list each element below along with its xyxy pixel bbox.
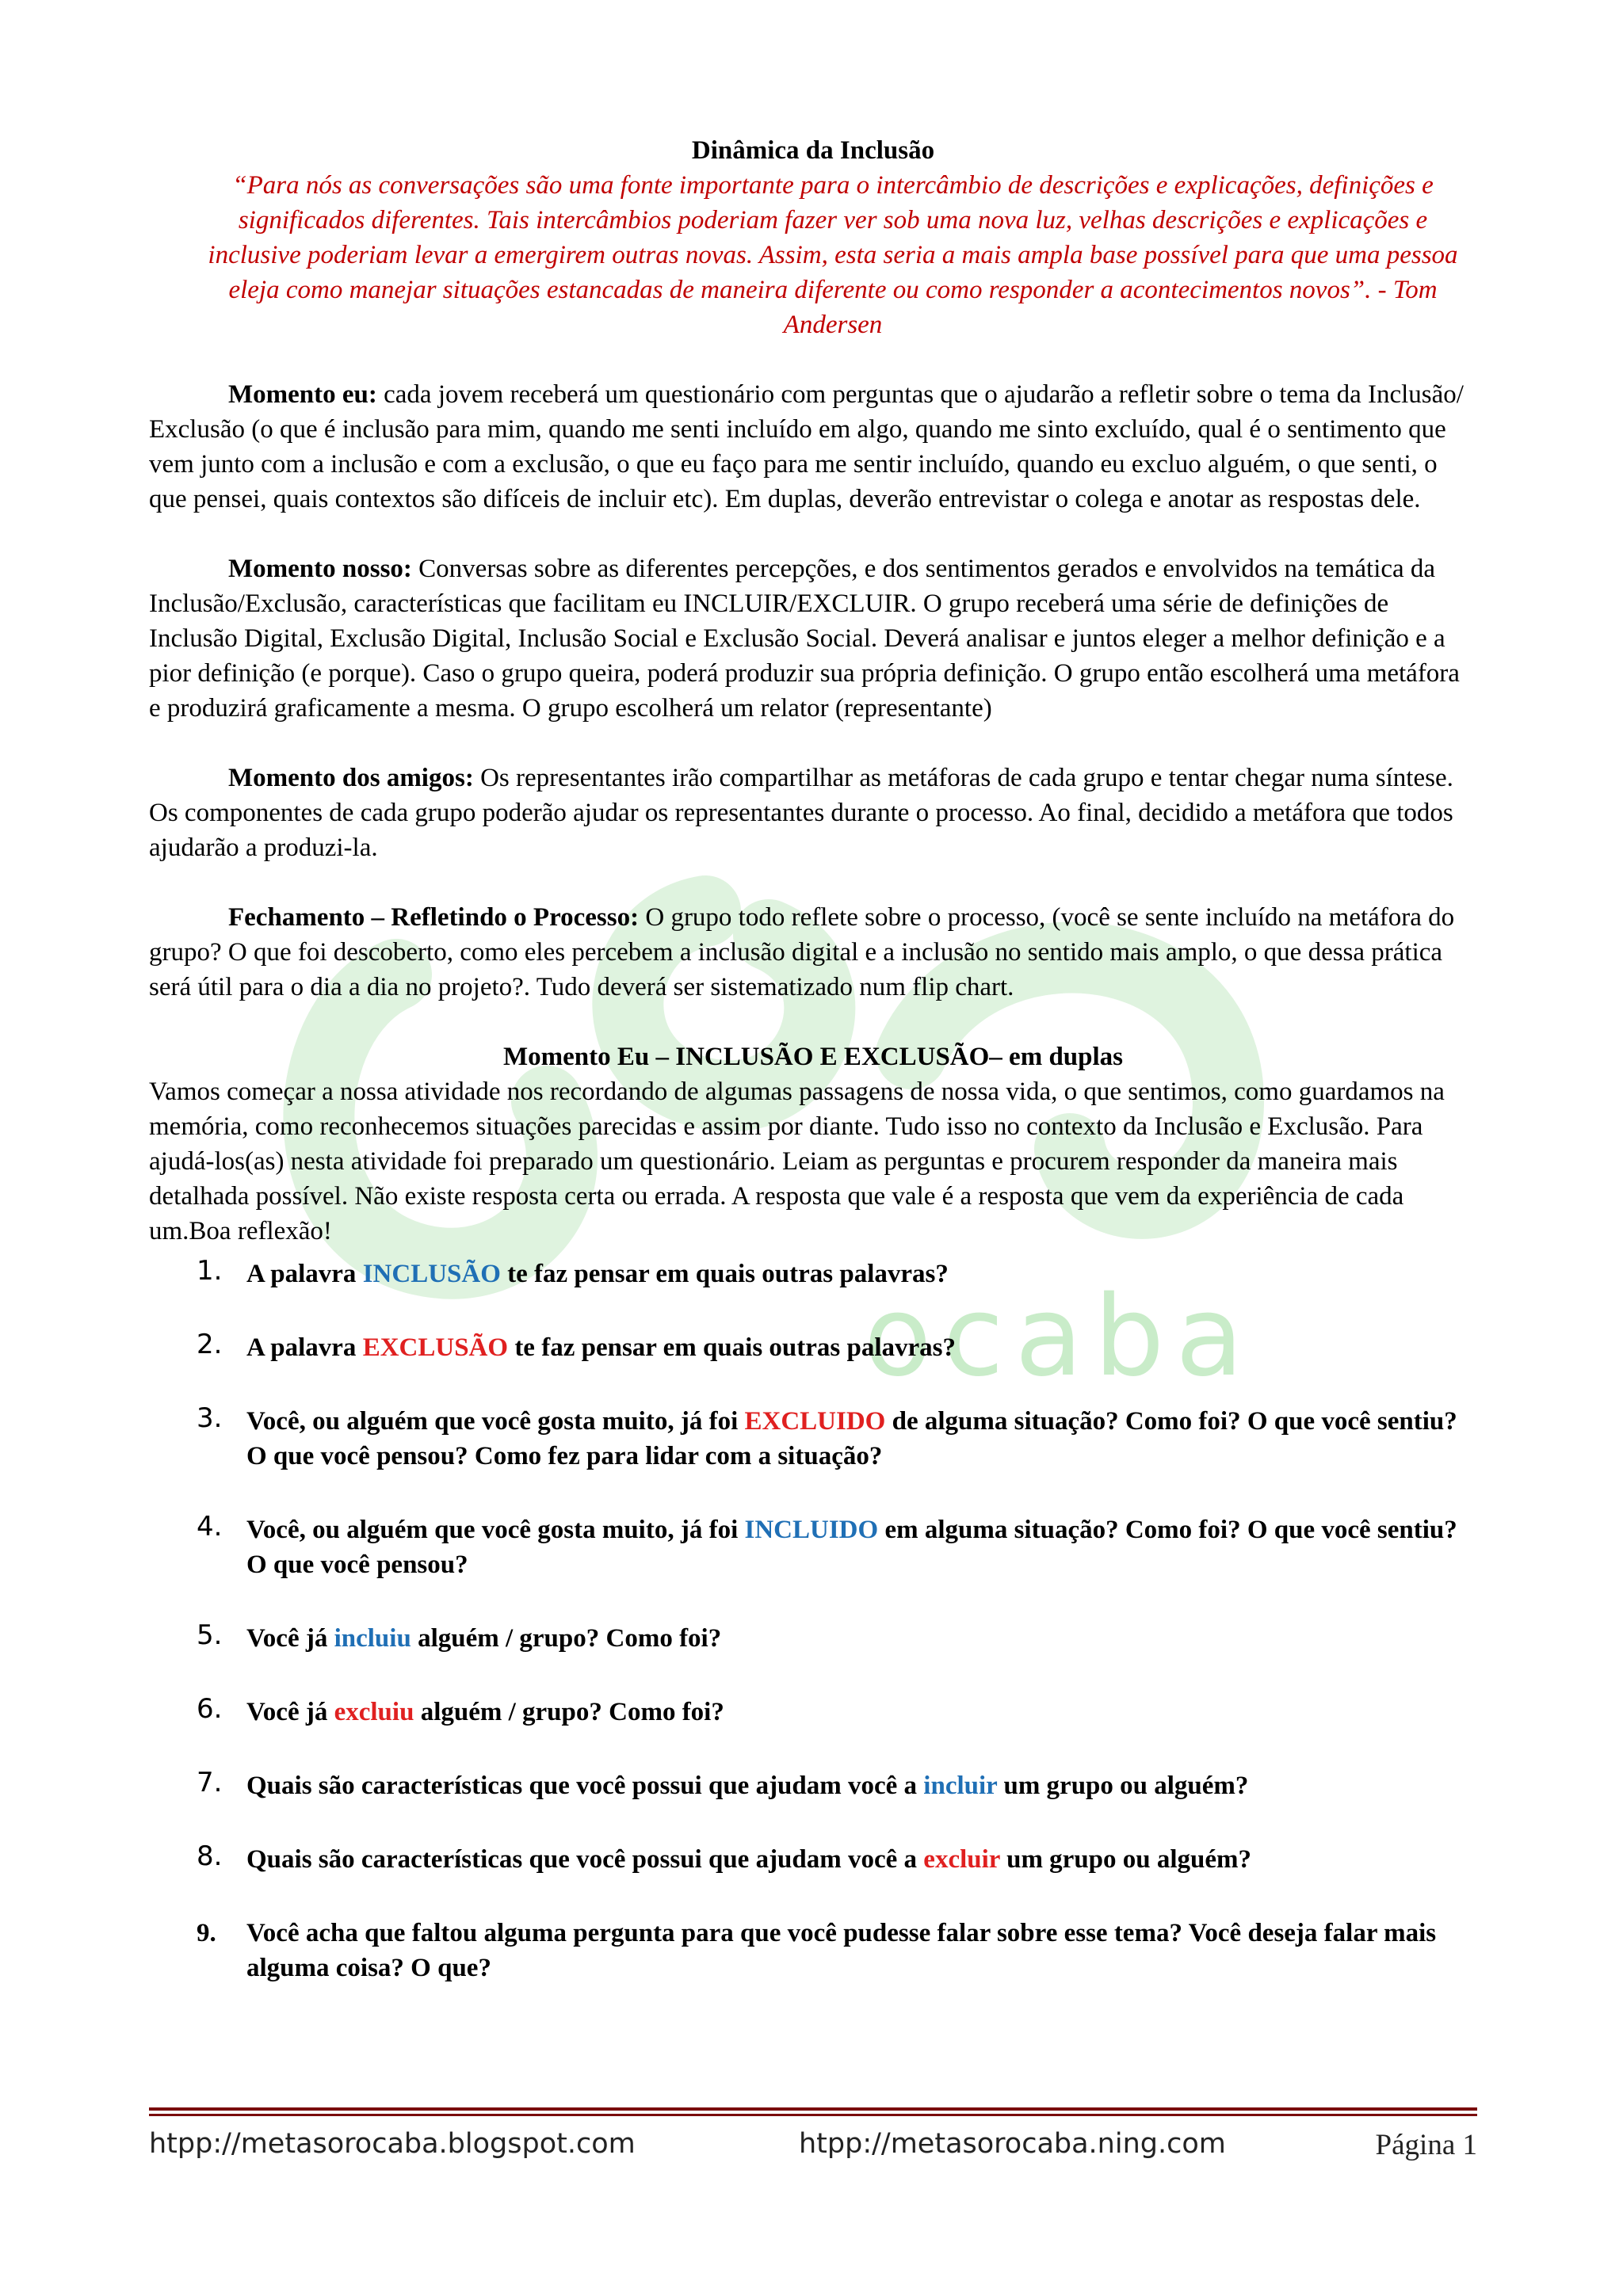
question-item xyxy=(149,1842,1477,1877)
question-text: Você, ou alguém que você gosta muito, já foi xyxy=(246,1407,745,1436)
question-text: alguém / grupo? Como foi? xyxy=(414,1698,724,1726)
question-item xyxy=(149,1257,1477,1291)
question-text: Você, ou alguém que você gosta muito, já foi xyxy=(246,1516,745,1544)
watermark-text: ocaba xyxy=(864,1272,1255,1402)
question-number: 2. xyxy=(197,1329,223,1360)
question-keyword: excluir xyxy=(923,1845,1000,1874)
question-keyword: EXCLUIDO xyxy=(744,1407,886,1436)
paragraph-label: Momento dos amigos: xyxy=(228,764,474,792)
section-title: Momento Eu – INCLUSÃO E EXCLUSÃO– em duplas xyxy=(502,1043,1124,1071)
page-number: Página 1 xyxy=(1375,2129,1477,2161)
question-text: alguém / grupo? Como foi? xyxy=(411,1624,722,1653)
activity-paragraph xyxy=(149,551,1477,726)
question-item xyxy=(149,1695,1477,1730)
question-text: A palavra xyxy=(246,1333,363,1362)
question-text: te faz pensar em quais outras palavras? xyxy=(508,1333,957,1362)
paragraph-text: Os representantes irão compartilhar as metáforas de cada grupo e tentar chegar numa síntese. Os componentes de cada grupo poderão ajudar os representantes durante o processo. Ao final, decidido a metáfora que todos ajudarão a produzi-la. xyxy=(149,764,1453,862)
question-keyword: excluiu xyxy=(334,1698,414,1726)
question-item xyxy=(149,1330,1477,1365)
question-number: 5. xyxy=(197,1619,223,1651)
question-number: 6. xyxy=(197,1693,223,1725)
page-footer xyxy=(149,2128,1477,2168)
activity-paragraph xyxy=(149,377,1477,517)
question-text: de alguma situação? Como foi? O que você sentiu?O que você pensou? Como fez para lidar com a situação? xyxy=(246,1407,1457,1470)
question-text: A palavra xyxy=(246,1260,363,1288)
questionnaire-intro: Vamos começar a nossa atividade nos recordando de algumas passagens de nossa vida, o que sentimos, como guardamos na memória, como reconhecemos situações parecidas e assim por diante. Tudo isso no contexto da Inclusão e Exclusão. Para ajudá-los(as) nesta atividade foi preparado um questionário. Leiam as perguntas e procurem responder da maneira mais detalhada possível. Não existe resposta certa ou errada. A resposta que vale é a resposta que vem da experiência de cada um.Boa reflexão! xyxy=(149,1077,1445,1245)
activity-paragraph xyxy=(149,900,1477,1005)
question-keyword: INCLUSÃO xyxy=(362,1260,501,1288)
question-number: 1. xyxy=(197,1255,223,1287)
question-text: Quais são características que você possui que ajudam você a xyxy=(246,1845,924,1874)
paragraph-text: cada jovem receberá um questionário com perguntas que o ajudarão a refletir sobre o tema da Inclusão/ Exclusão (o que é inclusão para mim, quando me senti incluído em algo, quando me sinto excluído, qual é o sentimento que vem junto com a inclusão e com a exclusão, o que eu faço para me sentir incluído, quando eu excluo alguém, o que senti, o que pensei, quais contextos são difíceis de incluir etc). Em duplas, deverão entrevistar o colega e anotar as respostas dele. xyxy=(149,380,1464,513)
page-title: Dinâmica da Inclusão xyxy=(691,136,935,165)
question-text: Você já xyxy=(246,1698,334,1726)
question-text: te faz pensar em quais outras palavras? xyxy=(500,1260,949,1288)
question-number: 3. xyxy=(197,1402,223,1434)
paragraph-text: Conversas sobre as diferentes percepções, e dos sentimentos gerados e envolvidos na temática da Inclusão/Exclusão, características que facilitam eu INCLUIR/EXCLUIR. O grupo receberá uma série de definições de Inclusão Digital, Exclusão Digital, Inclusão Social e Exclusão Social. Deverá analisar e juntos eleger a melhor definição e a pior definição (e porque). Caso o grupo queira, poderá produzir sua própria definição. O grupo então escolherá uma metáfora e produzirá graficamente a mesma. O grupo escolherá um relator (representante) xyxy=(149,555,1460,723)
paragraph-text: O grupo todo reflete sobre o processo, (você se sente incluído na metáfora do grupo? O que foi descoberto, como eles percebem a inclusão digital e a inclusão no sentido mais amplo, o que dessa prática será útil para o dia a dia no projeto?. Tudo deverá ser sistematizado num flip chart. xyxy=(149,903,1455,1001)
question-keyword: EXCLUSÃO xyxy=(362,1333,509,1362)
epigraph-quote: “Para nós as conversações são uma fonte importante para o intercâmbio de descrições e explicações, definições e significados diferentes. Tais intercâmbios poderiam fazer ver sob uma nova luz, velhas descrições e explicações e inclusive poderiam levar a emergirem outras novas. Assim, esta seria a mais ampla base possível para que uma pessoa eleja como manejar situações estancadas de maneira diferente ou como responder a acontecimentos novos”. - Tom Andersen xyxy=(208,171,1458,339)
question-text: em alguma situação? Como foi? O que você sentiu?O que você pensou? xyxy=(246,1516,1457,1579)
question-item xyxy=(149,1621,1477,1656)
question-item xyxy=(149,1916,1477,1985)
footer-blog-link[interactable]: htpp://metasorocaba.blogspot.com xyxy=(149,2128,636,2160)
paragraph-label: Momento nosso: xyxy=(228,555,412,583)
question-list xyxy=(149,1257,1477,1985)
question-item xyxy=(149,1404,1477,1474)
question-text: um grupo ou alguém? xyxy=(999,1845,1252,1874)
question-text: Você acha que faltou alguma pergunta para que você pudesse falar sobre esse tema? Você deseja falar mais alguma coisa? O que? xyxy=(246,1919,1437,1982)
activity-paragraphs xyxy=(149,377,1477,1005)
question-number: 4. xyxy=(197,1511,223,1543)
footer-divider xyxy=(149,2107,1477,2116)
question-text: Você já xyxy=(246,1624,334,1653)
question-keyword: incluir xyxy=(923,1772,998,1800)
question-keyword: incluiu xyxy=(334,1624,411,1653)
footer-ning-link[interactable]: htpp://metasorocaba.ning.com xyxy=(799,2128,1226,2160)
question-item xyxy=(149,1768,1477,1803)
question-text: Quais são características que você possui que ajudam você a xyxy=(246,1772,924,1800)
question-keyword: INCLUIDO xyxy=(744,1516,879,1544)
question-number: 7. xyxy=(197,1767,223,1798)
paragraph-label: Momento eu: xyxy=(228,380,377,409)
paragraph-label: Fechamento – Refletindo o Processo: xyxy=(228,903,640,932)
question-number: 8. xyxy=(197,1840,223,1872)
question-number: 9. xyxy=(197,1919,216,1947)
document-body xyxy=(149,133,1477,2024)
activity-paragraph xyxy=(149,761,1477,865)
question-text: um grupo ou alguém? xyxy=(997,1772,1249,1800)
question-item xyxy=(149,1512,1477,1582)
